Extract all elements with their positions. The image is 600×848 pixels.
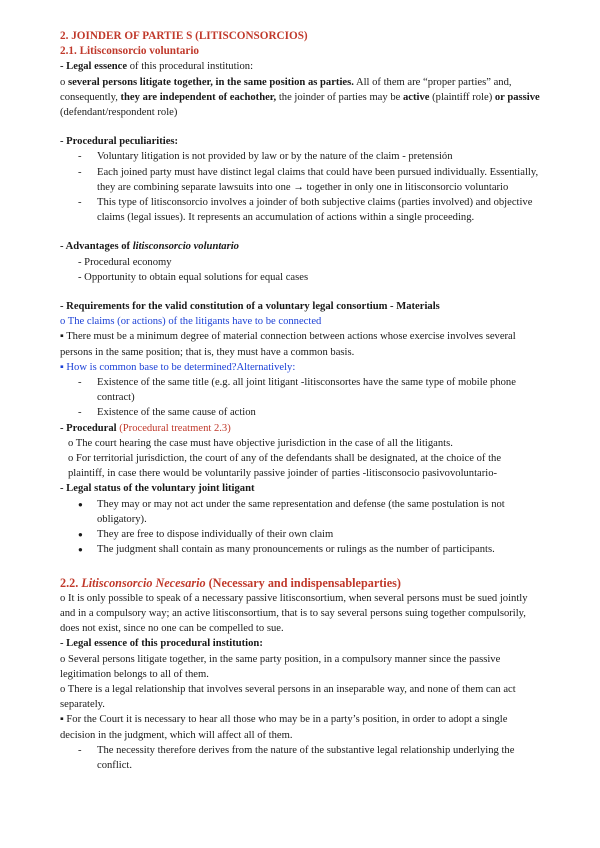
legal-essence-heading <box>60 59 540 74</box>
text: (plaintiff role) <box>429 91 495 103</box>
peculiarities-heading: - Procedural peculiarities: <box>60 136 179 148</box>
text-bold: or passive <box>494 91 540 103</box>
list-item: - Procedural economy <box>78 256 172 268</box>
section-title: 2. JOINDER OF PARTIE S (LITISCONSORCIOS) <box>60 30 308 42</box>
status-list <box>60 497 540 558</box>
procedural-treatment-ref: (Procedural treatment 2.3) <box>116 422 231 434</box>
requirements-connected: o The claims (or actions) of the litigants have to be connected <box>60 316 322 328</box>
list-item: ● They are free to dispose individually of their own claim <box>60 527 540 542</box>
text-italic: Litisconsorcio Necesario <box>81 575 206 590</box>
peculiarities-list <box>60 149 540 225</box>
requirements-paragraph: ▪ There must be a minimum degree of material connection between actions whose exercise involves several persons in the same position; that is, they must have a common basis. <box>60 331 516 358</box>
requirements-heading: - Requirements for the valid constitution of a voluntary legal consortium - Materials <box>60 301 440 313</box>
bullet-o: o <box>60 76 68 88</box>
legal-essence-label: - Legal essence <box>60 61 128 73</box>
text: (defendant/respondent role) <box>60 107 178 119</box>
list-item: - Existence of the same title (e.g. all joint litigant -litisconsortes have the same type of mobile phone contract) <box>60 375 540 405</box>
necessary-paragraph: ▪ For the Court it is necessary to hear all those who may be in a party’s position, in order to adopt a single decision in the judgment, which will affect all of them. <box>60 714 508 741</box>
text: All of them are “proper parties” and, consequently, <box>60 76 512 103</box>
text-bold: several persons litigate together, in the same position as parties. <box>67 76 354 88</box>
list-item: - Opportunity to obtain equal solutions for equal cases <box>78 271 309 283</box>
list-item: - Each joined party must have distinct legal claims that could have been pursued individually. Essentially, they are combining separate lawsuits into one → together in only one in litisconsorcio voluntario <box>60 165 540 195</box>
procedural-paragraph: o The court hearing the case must have objective jurisdiction in the case of all the litigants. <box>68 437 453 449</box>
list-item: - The necessity therefore derives from the nature of the substantive legal relationship underlying the conflict. <box>60 743 540 773</box>
list-item: - Voluntary litigation is not provided by law or by the nature of the claim - pretensión <box>60 149 540 164</box>
requirements-common-base: ▪ How is common base to be determined?Alternatively: <box>60 361 296 373</box>
list-item: - This type of litisconsorcio involves a joinder of both subjective claims (parties involved) and objective claims (legal issues). It represents an accumulation of actions within a single proceeding. <box>60 195 540 225</box>
necessary-paragraph: o There is a legal relationship that involves several persons in an inseparable way, and none of them can act separately. <box>60 683 516 711</box>
text: 2.2. <box>60 575 82 590</box>
text-bold: active <box>402 91 430 103</box>
list-item: ● They may or may not act under the same representation and defense (the same postulation is not obligatory). <box>60 497 540 527</box>
necessary-paragraph: o It is only possible to speak of a necessary passive litisconsortium, when several persons must be sued jointly and in a compulsory way; an active litisconsortium, that is to say several persons suing together compulsorily, does not exist, since no one can be compelled to sue. <box>60 592 528 635</box>
necessary-essence-heading: - Legal essence of this procedural institution: <box>60 638 263 650</box>
requirements-list <box>60 375 540 421</box>
paragraph-essence <box>60 75 540 121</box>
necessary-list <box>60 743 540 773</box>
text: the joinder of parties may be <box>276 91 403 103</box>
list-item: ● The judgment shall contain as many pronouncements or rulings as the number of participants. <box>60 542 540 557</box>
subsection-title-necessary <box>60 576 540 591</box>
necessary-paragraph: o Several persons litigate together, in the same party position, in a compulsory manner since the passive legitimation belongs to all of them. <box>60 653 501 680</box>
subsection-title-voluntary <box>60 44 540 59</box>
list-item: - Existence of the same cause of action <box>60 405 540 420</box>
text-bold-italic: litisconsorcio voluntario <box>132 241 239 253</box>
advantages-heading <box>60 239 540 254</box>
procedural-paragraph: o For territorial jurisdiction, the court of any of the defendants shall be designated, at the choice of the plaintiff, in case there would be voluntarily passive joinder of parties -litisconsocio pasivovoluntario- <box>68 453 502 480</box>
text-bold: they are independent of eachother, <box>120 91 277 103</box>
text-bold: - Advantages of <box>60 241 133 253</box>
text-bold: - Procedural <box>60 422 117 434</box>
legal-essence-rest: of this procedural institution: <box>127 61 254 73</box>
text: (Necessary and indispensableparties) <box>205 575 401 590</box>
procedural-heading <box>60 421 540 436</box>
status-heading: - Legal status of the voluntary joint litigant <box>60 483 255 495</box>
subsection-title-voluntary-text: 2.1. Litisconsorcio voluntario <box>60 45 200 58</box>
